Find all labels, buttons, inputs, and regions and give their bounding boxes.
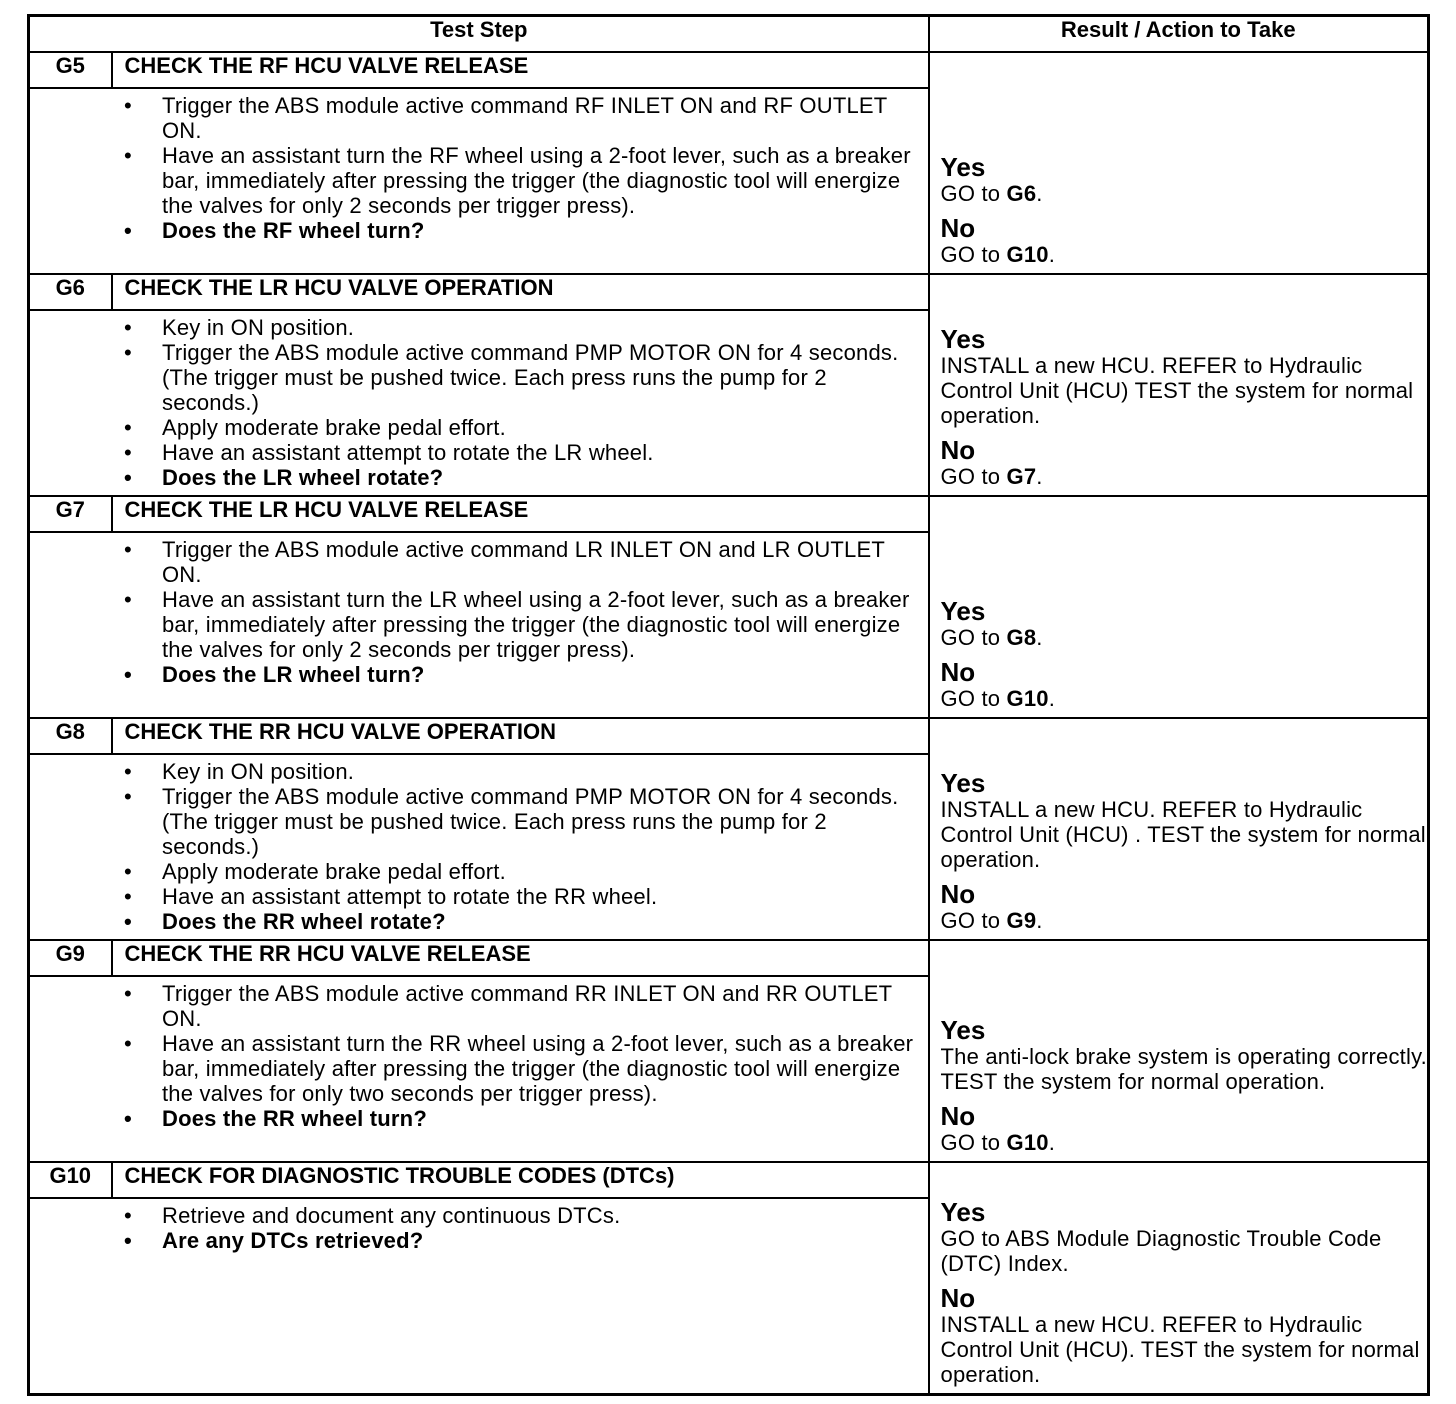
no-action xyxy=(941,686,1428,711)
yes-label: Yes xyxy=(940,324,986,354)
step-bullet xyxy=(30,93,928,143)
step-bullet-text: Retrieve and document any continuous DTCs. xyxy=(162,1203,621,1228)
no-action-end: . xyxy=(1036,464,1043,489)
no-label: No xyxy=(940,213,976,243)
header-result-action: Result / Action to Take xyxy=(929,16,1429,53)
no-label: No xyxy=(940,1101,976,1131)
yes-action-text: INSTALL a new HCU. REFER to Hydraulic Control Unit (HCU) TEST the system for normal operation. xyxy=(940,353,1414,428)
step-instructions xyxy=(29,88,929,274)
step-bullet-text: Apply moderate brake pedal effort. xyxy=(162,859,506,884)
no-action xyxy=(941,242,1428,267)
yes-action xyxy=(941,1044,1428,1094)
bullet-dot: • xyxy=(124,587,132,612)
step-bullet-text: Have an assistant turn the LR wheel using a 2-foot lever, such as a breaker bar, immediately after pressing the trigger (the diagnostic tool will energize the valves for only 2 seconds per trigger press). xyxy=(162,587,910,662)
no-label: No xyxy=(940,879,976,909)
step-bullet-text: Key in ON position. xyxy=(162,759,355,784)
no-action-text: GO to xyxy=(940,686,1007,711)
bullet-dot: • xyxy=(124,662,132,687)
step-question xyxy=(30,909,928,934)
step-bullet-text: Have an assistant turn the RR wheel using a 2-foot lever, such as a breaker bar, immediately after pressing the trigger (the diagnostic tool will energize the valves for only two seconds per trigger press). xyxy=(162,1031,914,1106)
step-question-text: Does the RF wheel turn? xyxy=(162,218,425,243)
step-question xyxy=(30,218,928,243)
yes-action-text: GO to xyxy=(940,181,1007,206)
no-step-ref: G10 xyxy=(1006,1130,1049,1155)
step-title: CHECK THE RR HCU VALVE RELEASE xyxy=(112,940,929,976)
bullet-dot: • xyxy=(124,537,132,562)
step-bullet-list xyxy=(30,533,928,691)
step-bullet xyxy=(30,415,928,440)
step-instructions xyxy=(29,976,929,1162)
step-title-row xyxy=(29,718,1429,754)
step-bullet xyxy=(30,1031,928,1106)
step-title: CHECK THE RF HCU VALVE RELEASE xyxy=(112,52,929,88)
bullet-dot: • xyxy=(124,218,132,243)
step-bullet xyxy=(30,784,928,859)
step-bullet-list xyxy=(30,977,928,1135)
yes-action-end: . xyxy=(1036,625,1043,650)
step-result-cell xyxy=(929,496,1429,718)
yes-label: Yes xyxy=(940,768,986,798)
diagnostic-test-table xyxy=(27,14,1430,1396)
step-bullet xyxy=(30,315,928,340)
yes-action-text: GO to xyxy=(940,625,1007,650)
yes-action xyxy=(941,1226,1428,1276)
step-bullet-text: Key in ON position. xyxy=(162,315,355,340)
step-question xyxy=(30,1228,928,1253)
bullet-dot: • xyxy=(124,143,132,168)
bullet-dot: • xyxy=(124,884,132,909)
no-action-text: GO to xyxy=(940,908,1007,933)
step-result-cell xyxy=(929,274,1429,496)
bullet-dot: • xyxy=(124,759,132,784)
step-question-text: Are any DTCs retrieved? xyxy=(162,1228,424,1253)
step-question xyxy=(30,1106,928,1131)
step-bullet-text: Have an assistant attempt to rotate the RR wheel. xyxy=(162,884,658,909)
no-action xyxy=(941,1312,1428,1387)
step-bullet-list xyxy=(30,1199,928,1257)
step-instructions xyxy=(29,532,929,718)
yes-action-text: INSTALL a new HCU. REFER to Hydraulic Control Unit (HCU) . TEST the system for normal operation. xyxy=(940,797,1426,872)
step-bullet-text: Trigger the ABS module active command LR INLET ON and LR OUTLET ON. xyxy=(162,537,885,587)
step-bullet xyxy=(30,1203,928,1228)
step-title-row xyxy=(29,940,1429,976)
yes-action-text: GO to ABS Module Diagnostic Trouble Code (DTC) Index. xyxy=(940,1225,1382,1276)
step-bullet-list xyxy=(30,89,928,247)
bullet-dot: • xyxy=(124,784,132,809)
no-action-end: . xyxy=(1048,686,1056,711)
yes-label: Yes xyxy=(940,152,986,182)
step-code: G6 xyxy=(29,274,112,310)
yes-label: Yes xyxy=(940,596,986,626)
step-bullet xyxy=(30,884,928,909)
step-bullet xyxy=(30,440,928,465)
no-step-ref: G10 xyxy=(1006,242,1049,267)
step-bullet xyxy=(30,587,928,662)
step-bullet xyxy=(30,859,928,884)
bullet-dot: • xyxy=(124,1031,132,1056)
bullet-dot: • xyxy=(124,1106,132,1131)
step-question-text: Does the LR wheel turn? xyxy=(162,662,425,687)
yes-action-end: . xyxy=(1036,181,1043,206)
step-result-cell xyxy=(929,940,1429,1162)
step-bullet-list xyxy=(30,755,928,938)
yes-action xyxy=(941,625,1428,650)
step-title-row xyxy=(29,496,1429,532)
bullet-dot: • xyxy=(124,465,132,490)
no-step-ref: G9 xyxy=(1006,908,1037,933)
no-step-ref: G7 xyxy=(1006,464,1037,489)
step-question-text: Does the LR wheel rotate? xyxy=(162,465,444,490)
no-action xyxy=(941,464,1428,489)
step-code: G7 xyxy=(29,496,112,532)
bullet-dot: • xyxy=(124,909,132,934)
yes-step-ref: G6 xyxy=(1006,181,1037,206)
bullet-dot: • xyxy=(124,340,132,365)
step-question xyxy=(30,662,928,687)
step-bullet xyxy=(30,981,928,1031)
bullet-dot: • xyxy=(124,1228,132,1253)
step-instructions xyxy=(29,310,929,496)
step-bullet xyxy=(30,759,928,784)
step-result-cell xyxy=(929,1162,1429,1394)
step-bullet xyxy=(30,143,928,218)
yes-action xyxy=(941,797,1428,872)
step-title-row xyxy=(29,52,1429,88)
step-question-text: Does the RR wheel rotate? xyxy=(162,909,446,934)
table-header-row xyxy=(29,16,1429,53)
step-title: CHECK THE LR HCU VALVE RELEASE xyxy=(112,496,929,532)
no-action-text: GO to xyxy=(940,1130,1007,1155)
no-action xyxy=(941,1130,1428,1155)
step-bullet xyxy=(30,340,928,415)
step-title: CHECK FOR DIAGNOSTIC TROUBLE CODES (DTCs) xyxy=(112,1162,929,1198)
no-step-ref: G10 xyxy=(1006,686,1049,711)
step-code: G10 xyxy=(29,1162,112,1198)
step-title: CHECK THE RR HCU VALVE OPERATION xyxy=(112,718,929,754)
steps-body xyxy=(29,52,1429,1394)
bullet-dot: • xyxy=(124,315,132,340)
step-bullet-text: Trigger the ABS module active command RF INLET ON and RF OUTLET ON. xyxy=(162,93,888,143)
step-code: G9 xyxy=(29,940,112,976)
yes-step-ref: G8 xyxy=(1006,625,1037,650)
step-instructions xyxy=(29,1198,929,1394)
yes-action-text: The anti-lock brake system is operating correctly. TEST the system for normal operation. xyxy=(940,1044,1427,1094)
bullet-dot: • xyxy=(124,859,132,884)
step-result-cell xyxy=(929,52,1429,274)
bullet-dot: • xyxy=(124,93,132,118)
step-result-cell xyxy=(929,718,1429,940)
bullet-dot: • xyxy=(124,440,132,465)
step-bullet-list xyxy=(30,311,928,494)
step-title-row xyxy=(29,1162,1429,1198)
yes-action xyxy=(941,181,1428,206)
step-code: G8 xyxy=(29,718,112,754)
yes-label: Yes xyxy=(940,1196,986,1227)
yes-label: Yes xyxy=(940,1015,986,1045)
bullet-dot: • xyxy=(124,1203,132,1228)
step-question xyxy=(30,465,928,490)
step-bullet-text: Have an assistant turn the RF wheel using a 2-foot lever, such as a breaker bar, immediately after pressing the trigger (the diagnostic tool will energize the valves for only 2 seconds per trigger press). xyxy=(162,143,911,218)
no-action-text: GO to xyxy=(940,242,1007,267)
yes-action xyxy=(941,353,1428,428)
no-action-end: . xyxy=(1048,1130,1056,1155)
step-bullet-text: Apply moderate brake pedal effort. xyxy=(162,415,506,440)
step-bullet-text: Trigger the ABS module active command PMP MOTOR ON for 4 seconds. (The trigger must be pushed twice. Each press runs the pump for 2 seconds.) xyxy=(162,340,899,415)
step-bullet-text: Trigger the ABS module active command RR INLET ON and RR OUTLET ON. xyxy=(162,981,892,1031)
no-action-end: . xyxy=(1036,908,1043,933)
step-code: G5 xyxy=(29,52,112,88)
step-title-row xyxy=(29,274,1429,310)
no-action xyxy=(941,908,1428,933)
step-bullet xyxy=(30,537,928,587)
no-label: No xyxy=(940,435,976,465)
step-bullet-text: Trigger the ABS module active command PMP MOTOR ON for 4 seconds. (The trigger must be pushed twice. Each press runs the pump for 2 seconds.) xyxy=(162,784,899,859)
no-label: No xyxy=(940,657,976,687)
step-question-text: Does the RR wheel turn? xyxy=(162,1106,427,1131)
no-label: No xyxy=(940,1282,976,1313)
bullet-dot: • xyxy=(124,981,132,1006)
bullet-dot: • xyxy=(124,415,132,440)
no-action-text: INSTALL a new HCU. REFER to Hydraulic Control Unit (HCU). TEST the system for normal operation. xyxy=(940,1311,1420,1387)
step-instructions xyxy=(29,754,929,940)
header-test-step: Test Step xyxy=(29,16,929,53)
step-bullet-text: Have an assistant attempt to rotate the LR wheel. xyxy=(162,440,654,465)
no-action-end: . xyxy=(1048,242,1056,267)
no-action-text: GO to xyxy=(940,464,1007,489)
step-title: CHECK THE LR HCU VALVE OPERATION xyxy=(112,274,929,310)
